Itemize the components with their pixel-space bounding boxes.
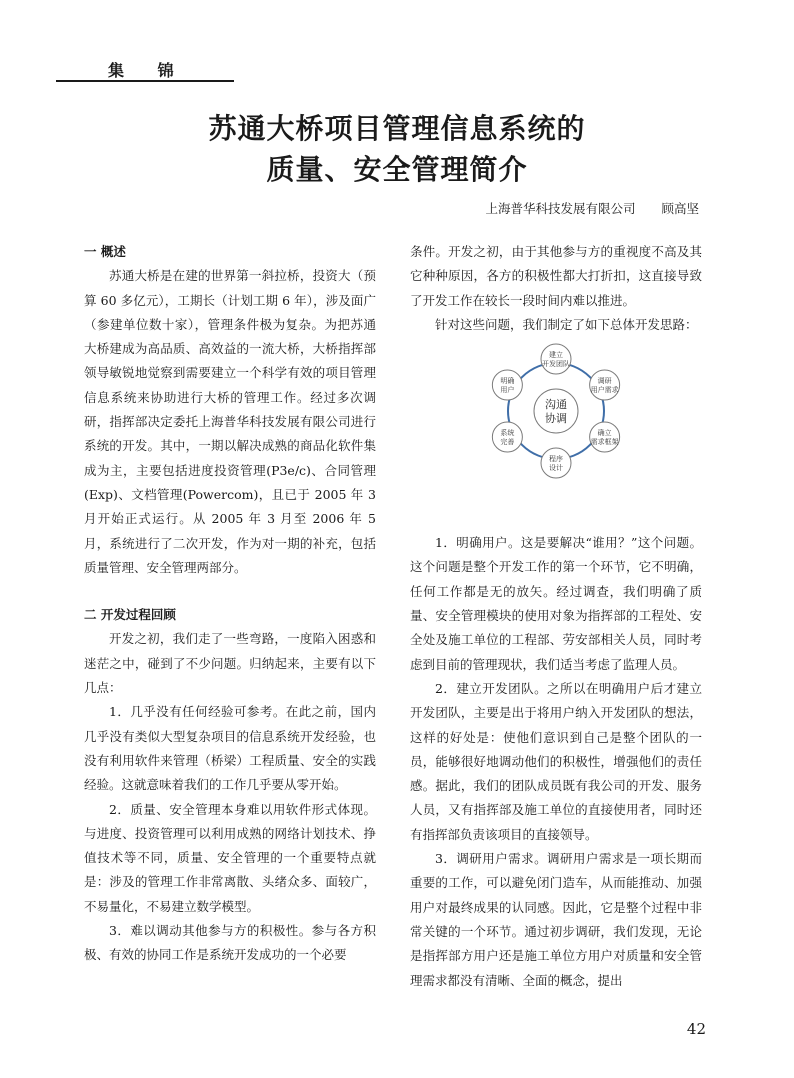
author-company: 上海普华科技发展有限公司 [485, 201, 636, 216]
cycle-node [590, 370, 620, 400]
center-node-label: 沟通 [545, 398, 567, 412]
left-column [84, 240, 376, 968]
paragraph: 苏通大桥是在建的世界第一斜拉桥，投资大（预算 60 多亿元），工期长（计划工期 6 年），涉及面广（参建单位数十家），管理条件极为复杂。为把苏通大桥建成为高品质、高效益的一流大桥，大桥指挥部领导敏锐地觉察到需要建立一个科学有效的项目管理信息系统来协助进行大桥的管理工作。经过多次调研，指挥部决定委托上海普华科技发展有限公司进行系统的开发。其中，一期以解决成熟的商品化软件集成为主，主要包括进度投资管理(P3e/c)、合同管理(Exp)、文档管理(Powercom)，且已于 2005 年 3 月开始正式运行。从 2005 年 3 月至 2006 年 5 月，系统进行了二次开发，作为对一期的补充，包括质量管理、安全管理两部分。 [84, 268, 376, 575]
section-rule [56, 80, 234, 82]
development-cycle-diagram [410, 343, 702, 523]
cycle-node-label: 程序 [549, 455, 563, 464]
paragraph: 1．明确用户。这是要解决“谁用？”这个问题。这个问题是整个开发工作的第一个环节，它不明确，任何工作都是无的放矢。经过调查，我们明确了质量、安全管理模块的使用对象为指挥部的工程处、安全处及施工单位的工程部、劳安部相关人员，同时考虑到目前的管理现状，我们适当考虑了监理人员。 [410, 535, 702, 672]
cycle-node [492, 422, 522, 452]
cycle-node [541, 344, 571, 374]
cycle-node-label: 用户 [500, 386, 515, 395]
paragraph: 3．难以调动其他参与方的积极性。参与各方积极、有效的协同工作是系统开发成功的一个必要 [84, 923, 376, 963]
cycle-node [492, 370, 522, 400]
cycle-node-label: 完善 [500, 438, 515, 447]
heading-review: 二 开发过程回顾 [84, 607, 176, 623]
center-node [534, 389, 578, 433]
cycle-node [590, 422, 620, 452]
cycle-node-label: 系统 [500, 429, 515, 438]
cycle-node-label: 用户需求 [590, 386, 619, 395]
article-title-line-2: 质量、安全管理简介 [266, 153, 528, 186]
center-node-label: 协调 [545, 412, 567, 426]
cycle-node-label: 开发团队 [542, 360, 570, 369]
paragraph: 条件。开发之初，由于其他参与方的重视度不高及其它种种原因，各方的积极性都大打折扣，这直接导致了开发工作在较长一段时间内难以推进。 [410, 244, 702, 308]
section-tag: 集 锦 [108, 61, 188, 80]
cycle-node-label: 调研 [597, 377, 612, 386]
page-number: 42 [686, 1020, 706, 1038]
paragraph: 2．质量、安全管理本身难以用软件形式体现。与进度、投资管理可以利用成熟的网络计划技术、挣值技术等不同，质量、安全管理的一个重要特点就是：涉及的管理工作非常离散、头绪众多、面较广，不易量化，不易建立数学模型。 [84, 801, 376, 914]
paragraph: 针对这些问题，我们制定了如下总体开发思路： [435, 316, 698, 332]
cycle-node-label: 明确 [500, 377, 515, 386]
paragraph: 1．几乎没有任何经验可参考。在此之前，国内几乎没有类似大型复杂项目的信息系统开发经验，也没有利用软件来管理（桥梁）工程质量、安全的实践经验。这就意味着我们的工作几乎要从零开始。 [84, 704, 376, 793]
cycle-node-label: 设计 [549, 464, 563, 473]
article-title-line-1: 苏通大桥项目管理信息系统的 [208, 112, 586, 145]
heading-overview: 一 概述 [84, 244, 126, 259]
paragraph: 3．调研用户需求。调研用户需求是一项长期而重要的工作，可以避免闭门造车，从而能推动、加强用户对最终成果的认同感。因此，它是整个过程中非常关键的一个环节。通过初步调研，我们发现，无论是指挥部方用户还是施工单位方用户对质量和安全管理需求都没有清晰、全面的概念，提出 [410, 851, 702, 988]
paragraph: 2．建立开发团队。之所以在明确用户后才建立开发团队，主要是出于将用户纳入开发团队的想法，这样的好处是：使他们意识到自己是整个团队的一员，能够很好地调动他们的积极性，增强他们的责任感。据此，我们的团队成员既有我公司的开发、服务人员，又有指挥部及施工单位的直接使用者，同时还有指挥部负责该项目的直接领导。 [410, 680, 702, 842]
paragraph: 开发之初，我们走了一些弯路，一度陷入困惑和迷茫之中，碰到了不少问题。归纳起来，主要有以下几点： [84, 631, 376, 696]
cycle-node [541, 448, 571, 478]
cycle-node-label: 确立 [597, 429, 612, 438]
author-line [485, 199, 699, 217]
author-name: 顾高坚 [661, 201, 699, 216]
cycle-node-label: 建立 [549, 351, 563, 360]
cycle-node-label: 需求框架 [590, 438, 619, 447]
right-column [410, 240, 702, 993]
